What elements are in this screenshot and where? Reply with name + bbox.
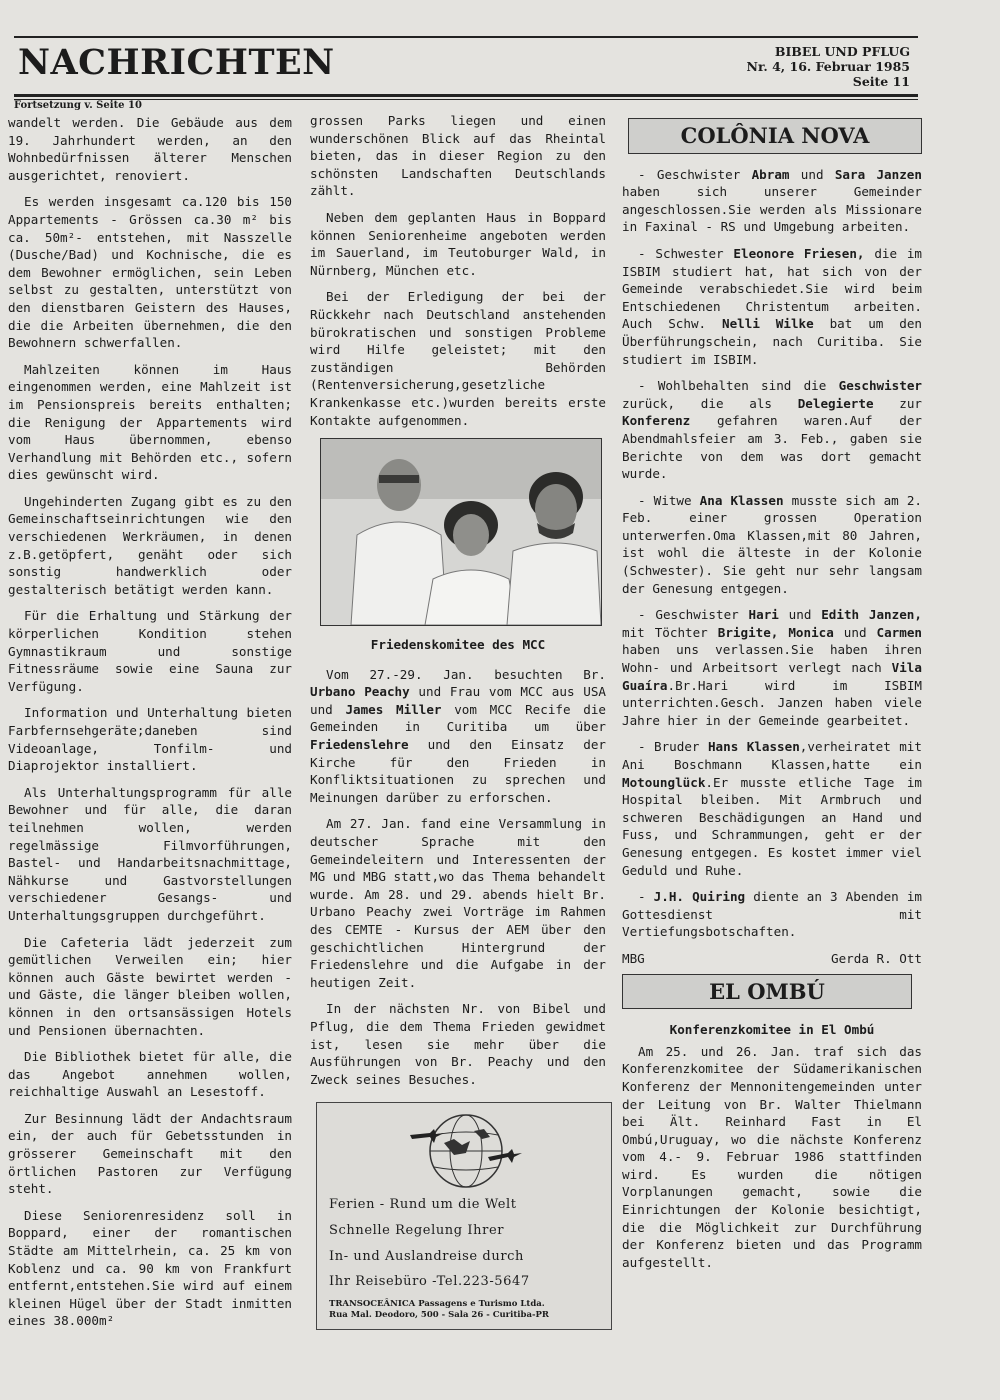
ad-line-2: Schnelle Regelung Ihrer (329, 1222, 505, 1238)
text-span: - (638, 889, 646, 905)
col1-paragraph: Die Cafeteria lädt jederzeit zum gemütlichen Verweilen ein; hier können auch Gäste bewirtet werden - und Gäste, die länger bleiben wollen, können in den ortsansässigen Hotels und Pensionen übernachten. (8, 934, 292, 1038)
column-3 (622, 118, 922, 1280)
text-span: diente an 3 Abenden im Gottesdienst mit Vertiefungsbotschaften. (622, 889, 922, 940)
text-span: zur (899, 395, 922, 411)
continuation-note: Fortsetzung v. Seite 10 (14, 100, 142, 111)
person-name: Brigite, Monica (717, 624, 834, 640)
col1-paragraph: Mahlzeiten können im Haus eingenommen werden, eine Mahlzeit ist im Pensionspreis bereits enthalten; die Renigung der Appartements wird vom Haus übernommen, ebenso Verhandlung mit Behörden etc., sofern dies gewünscht wird. (8, 361, 292, 483)
mcc-paragraph-2: Am 27. Jan. fand eine Versammlung in deutscher Sprache mit den Gemeindeleitern und Interessenten der MG und MBG statt,wo das Thema behandelt wurde. Am 28. und 29. abends hielt Br. Urbano Peachy zwei Vorträge im Rahmen des CEMTE - Kursus der AEM über den geschichtlichen Hintergrund der Friedenslehre und die Aufgabe in der heutigen Zeit. (310, 816, 606, 990)
col2-paragraph: grossen Parks liegen und einen wunderschönen Blick auf das Rheintal bieten, das in dieser Region zu den schönsten Landschaften Deutschlands zählt. (310, 113, 606, 199)
publication-name: BIBEL UND PFLUG (774, 44, 910, 59)
term: Friedenslehre (310, 737, 409, 753)
text-span: Vom 27.-29. Jan. besuchten Br. (326, 666, 606, 682)
section-title-el-ombu: EL OMBÚ (622, 974, 912, 1010)
col1-paragraph: Zur Besinnung lädt der Andachtsraum ein, der auch für Gebetsstunden in grösserer Gemeinschaft mit den örtlichen Pastoren zur Verfügung steht. (8, 1110, 292, 1197)
column-2 (310, 112, 606, 1330)
news-item (622, 245, 922, 368)
news-item (622, 377, 922, 483)
signature-line (622, 950, 922, 968)
text-span: - Witwe (638, 492, 692, 508)
ad-phone: Ihr Reisebüro -Tel.223-5647 (329, 1274, 530, 1290)
term: Motounglück (622, 774, 706, 790)
term: Delegierte (797, 395, 874, 411)
text-span: die im ISBIM studiert hat, hat sich von der Gemeinde verabschiedet.Sie wird beim Entschiedenen Christentum arbeiten. Auch Schw. (622, 245, 923, 332)
mcc-paragraph-1 (310, 666, 606, 807)
person-name: Edith Janzen, (821, 607, 922, 623)
signature-org: MBG (622, 950, 645, 966)
publication-issue: Nr. 4, 16. Februar 1985 (746, 59, 910, 74)
text-span: - Wohlbehalten sind die (638, 378, 827, 394)
person-name: Nelli Wilke (722, 316, 814, 332)
news-item (622, 888, 922, 941)
text-span: - Bruder (638, 739, 700, 755)
globe-with-planes-icon (404, 1109, 524, 1191)
text-span: haben uns verlassen.Sie haben ihren Wohn- und Arbeitsort verlegt nach (622, 642, 922, 676)
section-title-colonia-nova: COLÔNIA NOVA (628, 118, 922, 154)
place-name: Vila Guaíra (622, 660, 922, 693)
news-item (622, 738, 922, 879)
person-name: Abram (751, 166, 790, 182)
travel-advertisement (316, 1102, 612, 1329)
text-span: zurück, die als (622, 395, 772, 411)
text-span: - Schwester (638, 245, 724, 261)
person-name: Ana Klassen (699, 492, 784, 508)
el-ombu-paragraph: Am 25. und 26. Jan. traf sich das Konferenzkomitee der Südamerikanischen Konferenz der Mennonitengemeinden unter der Leitung von Br. Walter Thielmann bei Ält. Reinhard Fast in El Ombú,Uruguay, wo die nächste Konferenz vom 4.- 9. Februar 1986 stattfinden wird. Es wurden die nötigen Vorplanungen gemacht, sowie die Einrichtungen der Kolonie besichtigt, die die Möglichkeit zur Durchführung der Konferenz bieten und das Programm aufgestellt. (622, 1043, 922, 1270)
person-name: Eleonore Friesen, (733, 245, 865, 261)
text-span: - Geschwister (638, 166, 741, 182)
col2-paragraph: Bei der Erledigung der bei der Rückkehr nach Deutschland anstehenden bürokratischen und sonstigen Probleme wird Hilfe geleistet; mit den zuständigen Behörden (Rentenversicherung,gesetzliche Krankenkasse etc.)wurden bereits erste Kontakte aufgenommen. (310, 289, 606, 428)
person-name: Urbano Peachy (310, 684, 410, 700)
text-span: und Frau vom MCC aus USA und (310, 684, 606, 717)
text-span: haben sich unserer Gemeinder angeschlossen.Sie werden als Missionare in Faxinal - RS und Umgebung arbeiten. (622, 184, 922, 235)
person-name: Hans Klassen (707, 739, 800, 755)
text-span: vom MCC Recife die Gemeinden in Curitiba um über (310, 701, 606, 735)
column-1 (8, 114, 292, 1339)
article-subhead: Konferenzkomitee in El Ombú (669, 1022, 875, 1038)
top-rule (14, 36, 918, 38)
text-span: gefahren waren.Auf der Abendmahlsfeier am 3. Feb., gaben sie Berichte von dem was dort gemacht wurde. (622, 413, 922, 482)
header-rule-thin (14, 99, 918, 100)
photo-illustration (321, 439, 601, 625)
person-name: Hari (748, 607, 779, 623)
col1-paragraph: Für die Erhaltung und Stärkung der körperlichen Kondition stehen Gymnastikraum und sonstige Fitnessräume sowie eine Sauna zur Verfügung. (8, 608, 292, 694)
text-span: und (788, 607, 812, 623)
col2-paragraph: Neben dem geplanten Haus in Boppard können Seniorenheime angeboten werden im Sauerland, im Teutoburger Wald, in Nürnberg, München etc. (310, 209, 606, 278)
publication-info (747, 44, 910, 89)
col1-paragraph: Die Bibliothek bietet für alle, die das Angebot annehmen wollen, reichhaltige Auswahl an Lesestoff. (8, 1049, 292, 1100)
text-span: .Er musste etliche Tage im Hospital bleiben. Mit Armbruch und schweren Beschädigungen an Hand und Fuss, und Schrammungen, geht er der Genesung entgegen. Es kostet immer viel Geduld und Ruhe. (622, 774, 922, 878)
text-span: mit Töchter (622, 624, 708, 640)
person-name: J.H. Quiring (653, 889, 746, 905)
news-item (622, 492, 922, 598)
ad-line-1: Ferien - Rund um die Welt (329, 1197, 517, 1213)
col1-paragraph: wandelt werden. Die Gebäude aus dem 19. Jahrhundert werden, an den Wohnbedürfnissen älterer Menschen ausgerichtet, renoviert. (8, 115, 292, 183)
text-span: musste sich am 2. Feb. einer grossen Operation unterwerfen.Oma Klassen,mit 80 Jahren, ist wohl die älteste in der Kolonie (Schwester). Sie geht nur sehr langsam der Genesung entgegen. (622, 492, 923, 596)
text-span: und den Einsatz der Kirche für den Frieden in Konfliktsituationen zu sprechen und Meinungen darüber zu erforschen. (310, 737, 606, 805)
person-name: James Miller (345, 701, 442, 717)
text-span: ,verheiratet mit Ani Boschmann Klassen,hatte ein (622, 739, 922, 772)
news-item (622, 166, 922, 236)
text-span: und (800, 166, 824, 182)
text-span: bat um den Überführungschein, nach Curitiba. Sie studiert im ISBIM. (622, 316, 922, 367)
header-rule (14, 94, 918, 97)
ad-company: TRANSOCEÂNICA Passagens e Turismo Ltda. (329, 1298, 545, 1309)
term: Geschwister (838, 378, 923, 394)
text-span: .Br.Hari wird im ISBIM unterrichten.Gesch. Janzen haben viele Jahre hier in der Gemeinde gearbeitet. (622, 677, 922, 728)
person-name: Sara Janzen (834, 166, 922, 182)
ad-line-3: In- und Auslandreise durch (329, 1248, 524, 1264)
col1-paragraph: Ungehinderten Zugang gibt es zu den Gemeinschaftseinrichtungen wie den verschiedenen Werkräumen, in denen z.B.getöpfert, genäht oder sich sonstig handwerklich oder gestalterisch betätigt werden kann. (8, 493, 292, 597)
term: Konferenz (622, 413, 691, 429)
col1-paragraph: Diese Seniorenresidenz soll in Boppard, einer der romantischen Städte am Mittelrhein, ca. 25 km von Koblenz und ca. 90 km von Frankfurt entfernt,entstehen.Sie wird auf einem kleinen Hügel über der Stadt inmitten eines 38.000m² (8, 1207, 292, 1329)
text-span: und (843, 624, 867, 640)
mcc-paragraph-3: In der nächsten Nr. von Bibel und Pflug, die dem Thema Frieden gewidmet ist, lesen sie mehr über die Ausführungen von Br. Peachy und den Zweck seines Besuches. (310, 1001, 606, 1087)
person-name: Carmen (876, 624, 922, 640)
text-span: - Geschwister (638, 607, 739, 623)
masthead: NACHRICHTEN (18, 42, 335, 83)
news-item (622, 606, 922, 729)
col1-paragraph: Als Unterhaltungsprogramm für alle Bewohner und für alle, die daran teilnehmen wollen, werden regelmässige Filmvorführungen, Bastel- und Handarbeitsnachmittage, Nähkurse und Gastvorstellungen verschiedener Gesangs- und Unterhaltungsgruppen durchgeführt. (8, 784, 292, 923)
group-photo (320, 438, 602, 626)
col1-paragraph: Es werden insgesamt ca.120 bis 150 Appartements - Grössen ca.30 m² bis ca. 50m²- entstehen, mit Nasszelle (Dusche/Bad) und Kochnische, die es dem Bewohner ermöglichen, sein Leben selbst zu gestalten, unterstützt von den dienstbaren Geistern des Hauses, die die Arbeiten übernehmen, die den Bewohnern schwerfallen. (8, 194, 292, 351)
col1-paragraph: Information und Unterhaltung bieten Farbfernsehgeräte;daneben sind Videoanlage, Tonfilm- und Diaprojektor installiert. (8, 705, 292, 774)
signature-author: Gerda R. Ott (831, 950, 922, 966)
publication-page: Seite 11 (852, 74, 910, 89)
photo-caption: Friedenskomitee des MCC (370, 637, 546, 653)
ad-address: Rua Mal. Deodoro, 500 - Sala 26 - Curitiba-PR (329, 1309, 549, 1320)
